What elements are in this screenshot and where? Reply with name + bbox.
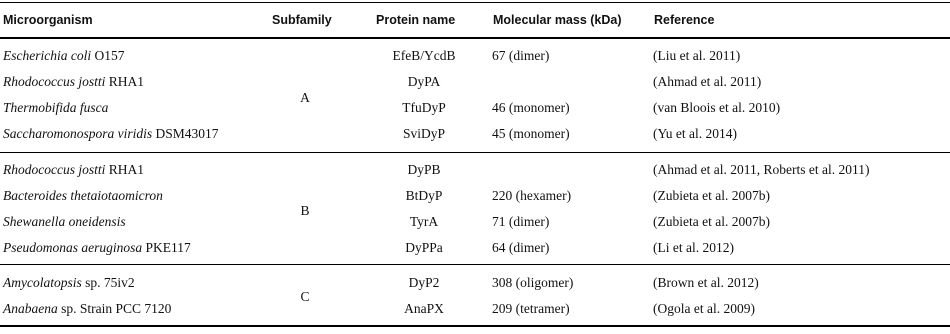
table-row-protein: TfuDyP	[402, 100, 446, 115]
organism-species: Bacteroides thetaiotaomicron	[3, 188, 163, 203]
group-a-rule	[0, 152, 950, 153]
table-row-organism	[3, 301, 171, 317]
table-row-mass: 64 (dimer)	[492, 240, 550, 255]
organism-species: Pseudomonas aeruginosa	[3, 240, 143, 255]
top-rule	[0, 2, 950, 3]
table-row-mass: 46 (monomer)	[492, 100, 570, 115]
header-rule	[0, 37, 950, 39]
table-row-reference: (Ahmad et al. 2011, Roberts et al. 2011)	[653, 162, 870, 177]
table-row-protein: TyrA	[409, 214, 439, 229]
organism-species: Amycolatopsis	[3, 275, 82, 290]
table-row-protein: BtDyP	[405, 188, 443, 203]
table-row-organism	[3, 126, 219, 142]
table-row-organism	[3, 74, 144, 90]
organism-species: Saccharomonospora viridis	[3, 126, 153, 141]
table-row-organism	[3, 275, 135, 291]
table-row-protein: SviDyP	[402, 126, 446, 141]
organism-strain: sp. Strain PCC 7120	[57, 301, 172, 316]
organism-species: Rhodococcus jostti	[3, 162, 106, 177]
table-row-protein: AnaPX	[404, 301, 444, 316]
table-row-protein: DyP2	[408, 275, 440, 290]
header-protein-name: Protein name	[376, 13, 456, 27]
table-row-protein: DyPB	[407, 162, 441, 177]
table-row-mass: 308 (oligomer)	[492, 275, 574, 290]
subfamily-label-a: A	[300, 90, 310, 105]
header-subfamily: Subfamily	[272, 13, 332, 27]
subfamily-label-c: C	[300, 289, 310, 304]
table-row-organism	[3, 48, 124, 64]
organism-species: Rhodococcus jostti	[3, 74, 106, 89]
table-row-reference: (Brown et al. 2012)	[653, 275, 759, 290]
header-reference: Reference	[654, 13, 715, 27]
organism-species: Thermobifida fusca	[3, 100, 109, 115]
table-row-reference: (Zubieta et al. 2007b)	[653, 214, 770, 229]
organism-strain: O157	[91, 48, 125, 63]
organism-strain: RHA1	[105, 74, 144, 89]
table-row-reference: (Yu et al. 2014)	[653, 126, 737, 141]
table-row-reference: (Liu et al. 2011)	[653, 48, 741, 63]
table-row-organism	[3, 240, 191, 256]
table-row-protein: DyPPa	[405, 240, 443, 255]
table-row-reference: (Zubieta et al. 2007b)	[653, 188, 770, 203]
organism-strain: PKE117	[142, 240, 191, 255]
group-b-rule	[0, 264, 950, 265]
table-row-organism	[3, 100, 108, 116]
table-row-mass: 220 (hexamer)	[492, 188, 572, 203]
table-row-reference: (Ogola et al. 2009)	[653, 301, 755, 316]
table-row-organism	[3, 214, 126, 230]
organism-strain: RHA1	[105, 162, 144, 177]
table-row-mass: 45 (monomer)	[492, 126, 570, 141]
table-row-reference: (Ahmad et al. 2011)	[653, 74, 762, 89]
header-microorganism: Microorganism	[3, 13, 93, 27]
table-row-organism	[3, 162, 144, 178]
subfamily-label-b: B	[300, 203, 310, 218]
table-row-protein: EfeB/YcdB	[392, 48, 456, 63]
table-row-protein: DyPA	[407, 74, 441, 89]
table-row-reference: (Li et al. 2012)	[653, 240, 734, 255]
header-molecular-mass: Molecular mass (kDa)	[493, 13, 622, 27]
table-row-mass: 209 (tetramer)	[492, 301, 570, 316]
organism-species: Shewanella oneidensis	[3, 214, 126, 229]
table-row-mass: 71 (dimer)	[492, 214, 550, 229]
organism-species: Anabaena	[3, 301, 58, 316]
table-row-reference: (van Bloois et al. 2010)	[653, 100, 781, 115]
table-row-organism	[3, 188, 163, 204]
organism-strain: DSM43017	[152, 126, 219, 141]
bottom-rule	[0, 325, 950, 327]
table-row-mass: 67 (dimer)	[492, 48, 550, 63]
organism-strain: sp. 75iv2	[81, 275, 135, 290]
organism-species: Escherichia coli	[3, 48, 92, 63]
